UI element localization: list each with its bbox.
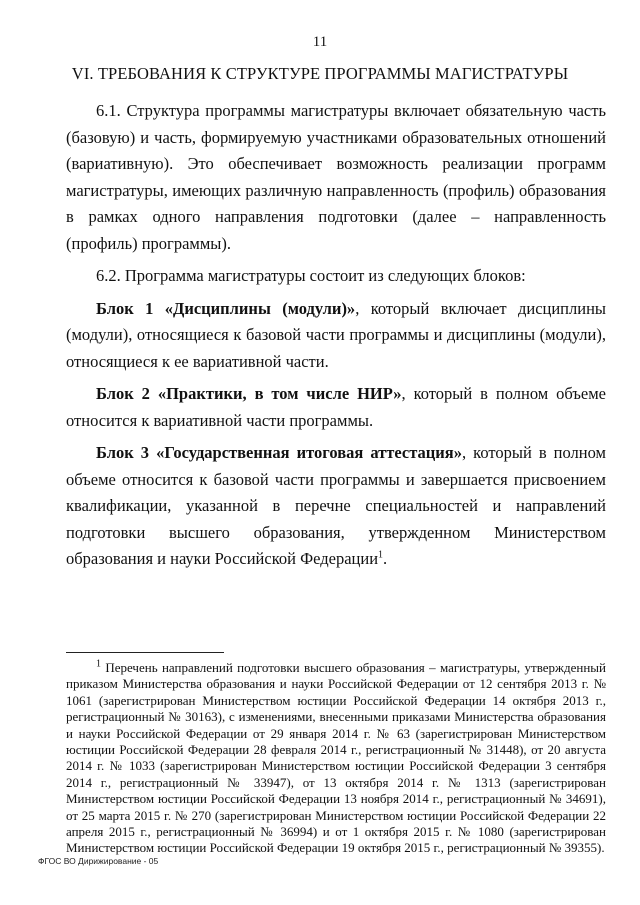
block-2-text: , который в полном объеме относится к вариативной части программы. [66,384,606,430]
paragraph-block-1 [66,296,606,376]
footnote-reference[interactable]: 1 [378,549,384,561]
paragraph-6-2: 6.2. Программа магистратуры состоит из следующих блоков: [96,266,526,285]
block-2-title: Блок 2 «Практики, в том числе НИР» [96,384,402,403]
block-3-text: , который в полном объеме относится к базовой части программы и завершается присвоением квалификации, указанной в перечне специальностей и направлений подготовки высшего образования, утвержденном Министерством образования и науки Российской Федерации [66,443,606,568]
footnote-separator [66,652,224,653]
paragraph-block-2 [66,381,606,434]
footnote-marker: 1 [96,658,101,670]
footer-document-id: ФГОС ВО Дирижирование - 05 [38,856,159,866]
document-body [66,98,606,579]
block-3-end: . [383,549,388,568]
section-title: VI. ТРЕБОВАНИЯ К СТРУКТУРЕ ПРОГРАММЫ МАГИСТРАТУРЫ [71,64,569,83]
block-1-text: , который включает дисциплины (модули), относящиеся к базовой части программы и дисциплины (модули), относящиеся к ее вариативной части. [66,298,606,371]
paragraph-6-1: 6.1. Структура программы магистратуры включает обязательную часть (базовую) и часть, формируемую участниками образовательных отношений (вариативную). Это обеспечивает возможность реализации программ магистратуры, имеющих различную направленность (профиль) образования в рамках одного направления подготовки (далее – направленность (профиль) программы). [66,101,606,253]
footnote-paragraph [66,660,606,857]
page-number: 11 [312,34,328,50]
footnote-text: Перечень направлений подготовки высшего образования – магистратуры, утвержденный приказом Министерства образования и науки Российской Федерации от 12 сентября 2013 г. № 1061 (зарегистрирован Министерством юстиции Российской Федерации 14 октября 2013 г., регистрационный № 30163), с изменениями, внесенными приказами Министерства образования и науки Российской Федерации от 29 января 2014 г. № 63 (зарегистрирован Министерством юстиции Российской Федерации 28 февраля 2014 г., регистрационный № 31448), от 20 августа 2014 г. № 1033 (зарегистрирован Министерством юстиции Российской Федерации 3 сентября 2014 г., регистрационный № 33947), от 13 октября 2014 г. № 1313 (зарегистрирован Министерством юстиции Российской Федерации 13 ноября 2014 г., регистрационный № 34691), от 25 марта 2015 г. № 270 (зарегистрирован Министерством юстиции Российской Федерации 22 апреля 2015 г., регистрационный № 36994) и от 1 октября 2015 г. № 1080 (зарегистрирован Министерством юстиции Российской Федерации 19 октября 2015 г., регистрационный № 39355). [66,660,606,856]
block-3-title: Блок 3 «Государственная итоговая аттестация» [96,443,462,462]
footnote [66,660,606,857]
paragraph-block-3 [66,440,606,573]
block-1-title: Блок 1 «Дисциплины (модули)» [96,298,356,318]
